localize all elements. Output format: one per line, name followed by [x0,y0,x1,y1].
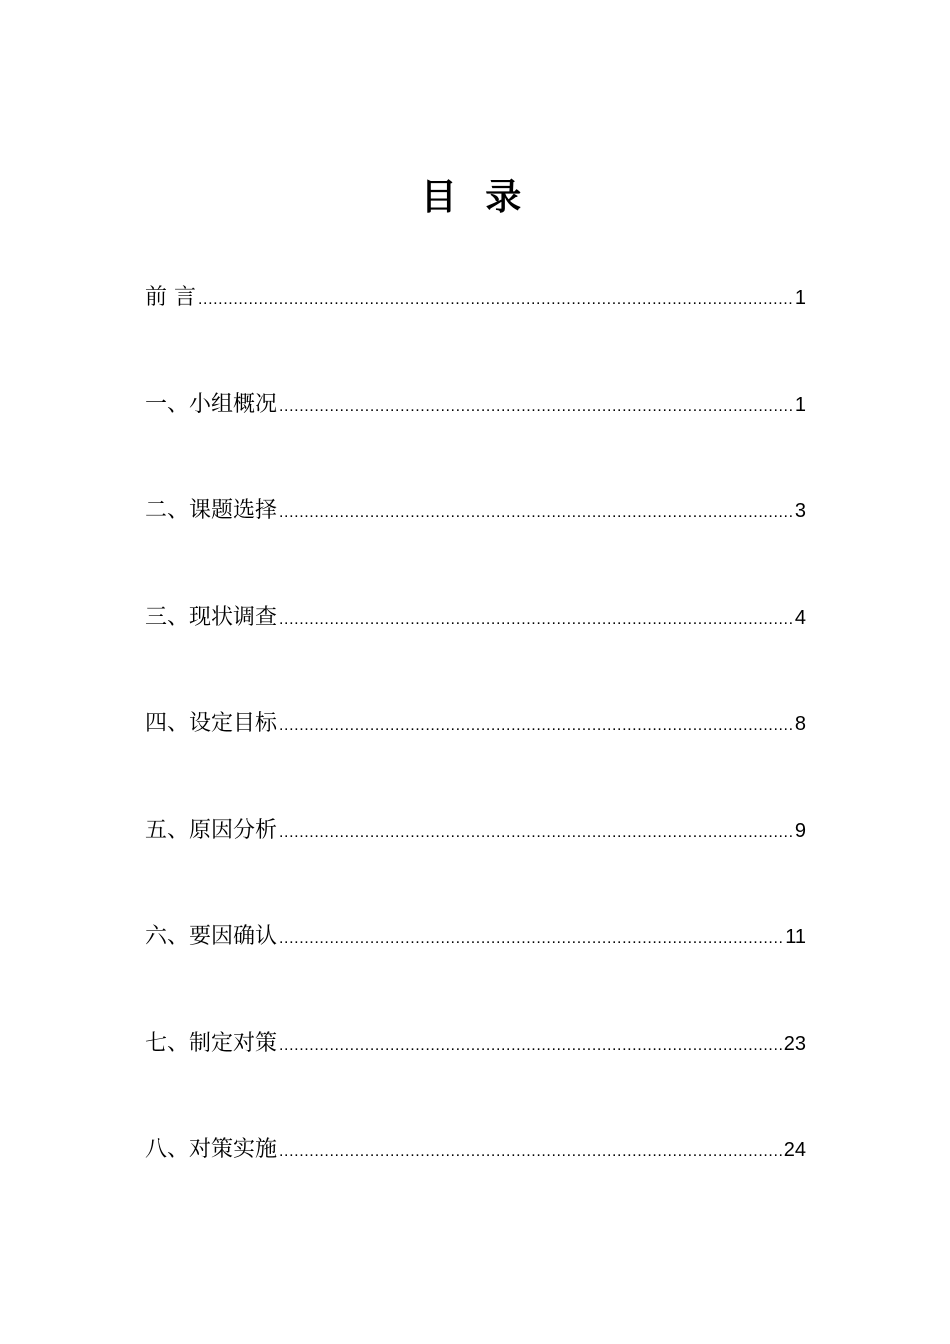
toc-entry-topic-selection[interactable] [145,491,806,598]
toc-entry-key-cause-confirmation[interactable] [145,917,806,1024]
dot-leader [279,600,793,640]
toc-entry-page-number: 8 [794,713,806,735]
toc-entry-label: 七、制定对策 [145,1030,278,1056]
toc-entry-implementation[interactable] [145,1130,806,1237]
toc-entry-group-overview[interactable] [145,385,806,492]
dot-leader [279,1026,782,1066]
dot-leader [279,919,783,959]
toc-entry-page-number: 23 [783,1032,806,1055]
toc-entry-label: 前 言 [145,285,196,310]
toc-entry-page-number: 3 [794,500,806,522]
dot-leader [279,813,793,853]
dot-leader [279,706,793,746]
toc-entry-page-number: 24 [783,1139,806,1161]
toc-entry-label: 六、要因确认 [145,924,278,949]
dot-leader [279,1132,782,1172]
toc-entry-label: 一、小组概况 [145,391,278,417]
toc-entry-page-number: 11 [785,926,806,948]
dot-leader [279,493,793,533]
toc-title: 目 录 [420,177,530,218]
toc-entry-page-number: 9 [794,819,806,842]
toc-entry-label: 四、设定目标 [145,711,278,736]
table-of-contents [145,278,806,1237]
toc-entry-page-number: 4 [794,606,806,629]
toc-entry-preface[interactable] [145,278,806,385]
toc-entry-label: 五、原因分析 [145,817,278,843]
toc-entry-label: 八、对策实施 [145,1137,278,1162]
toc-entry-page-number: 1 [794,287,806,309]
toc-entry-page-number: 1 [794,393,806,416]
toc-entry-status-survey[interactable] [145,598,806,705]
toc-entry-label: 三、现状调查 [145,604,278,630]
toc-entry-countermeasures[interactable] [145,1024,806,1131]
dot-leader [198,280,793,320]
dot-leader [279,387,793,427]
toc-entry-label: 二、课题选择 [145,498,278,523]
toc-entry-set-targets[interactable] [145,704,806,811]
toc-entry-cause-analysis[interactable] [145,811,806,918]
